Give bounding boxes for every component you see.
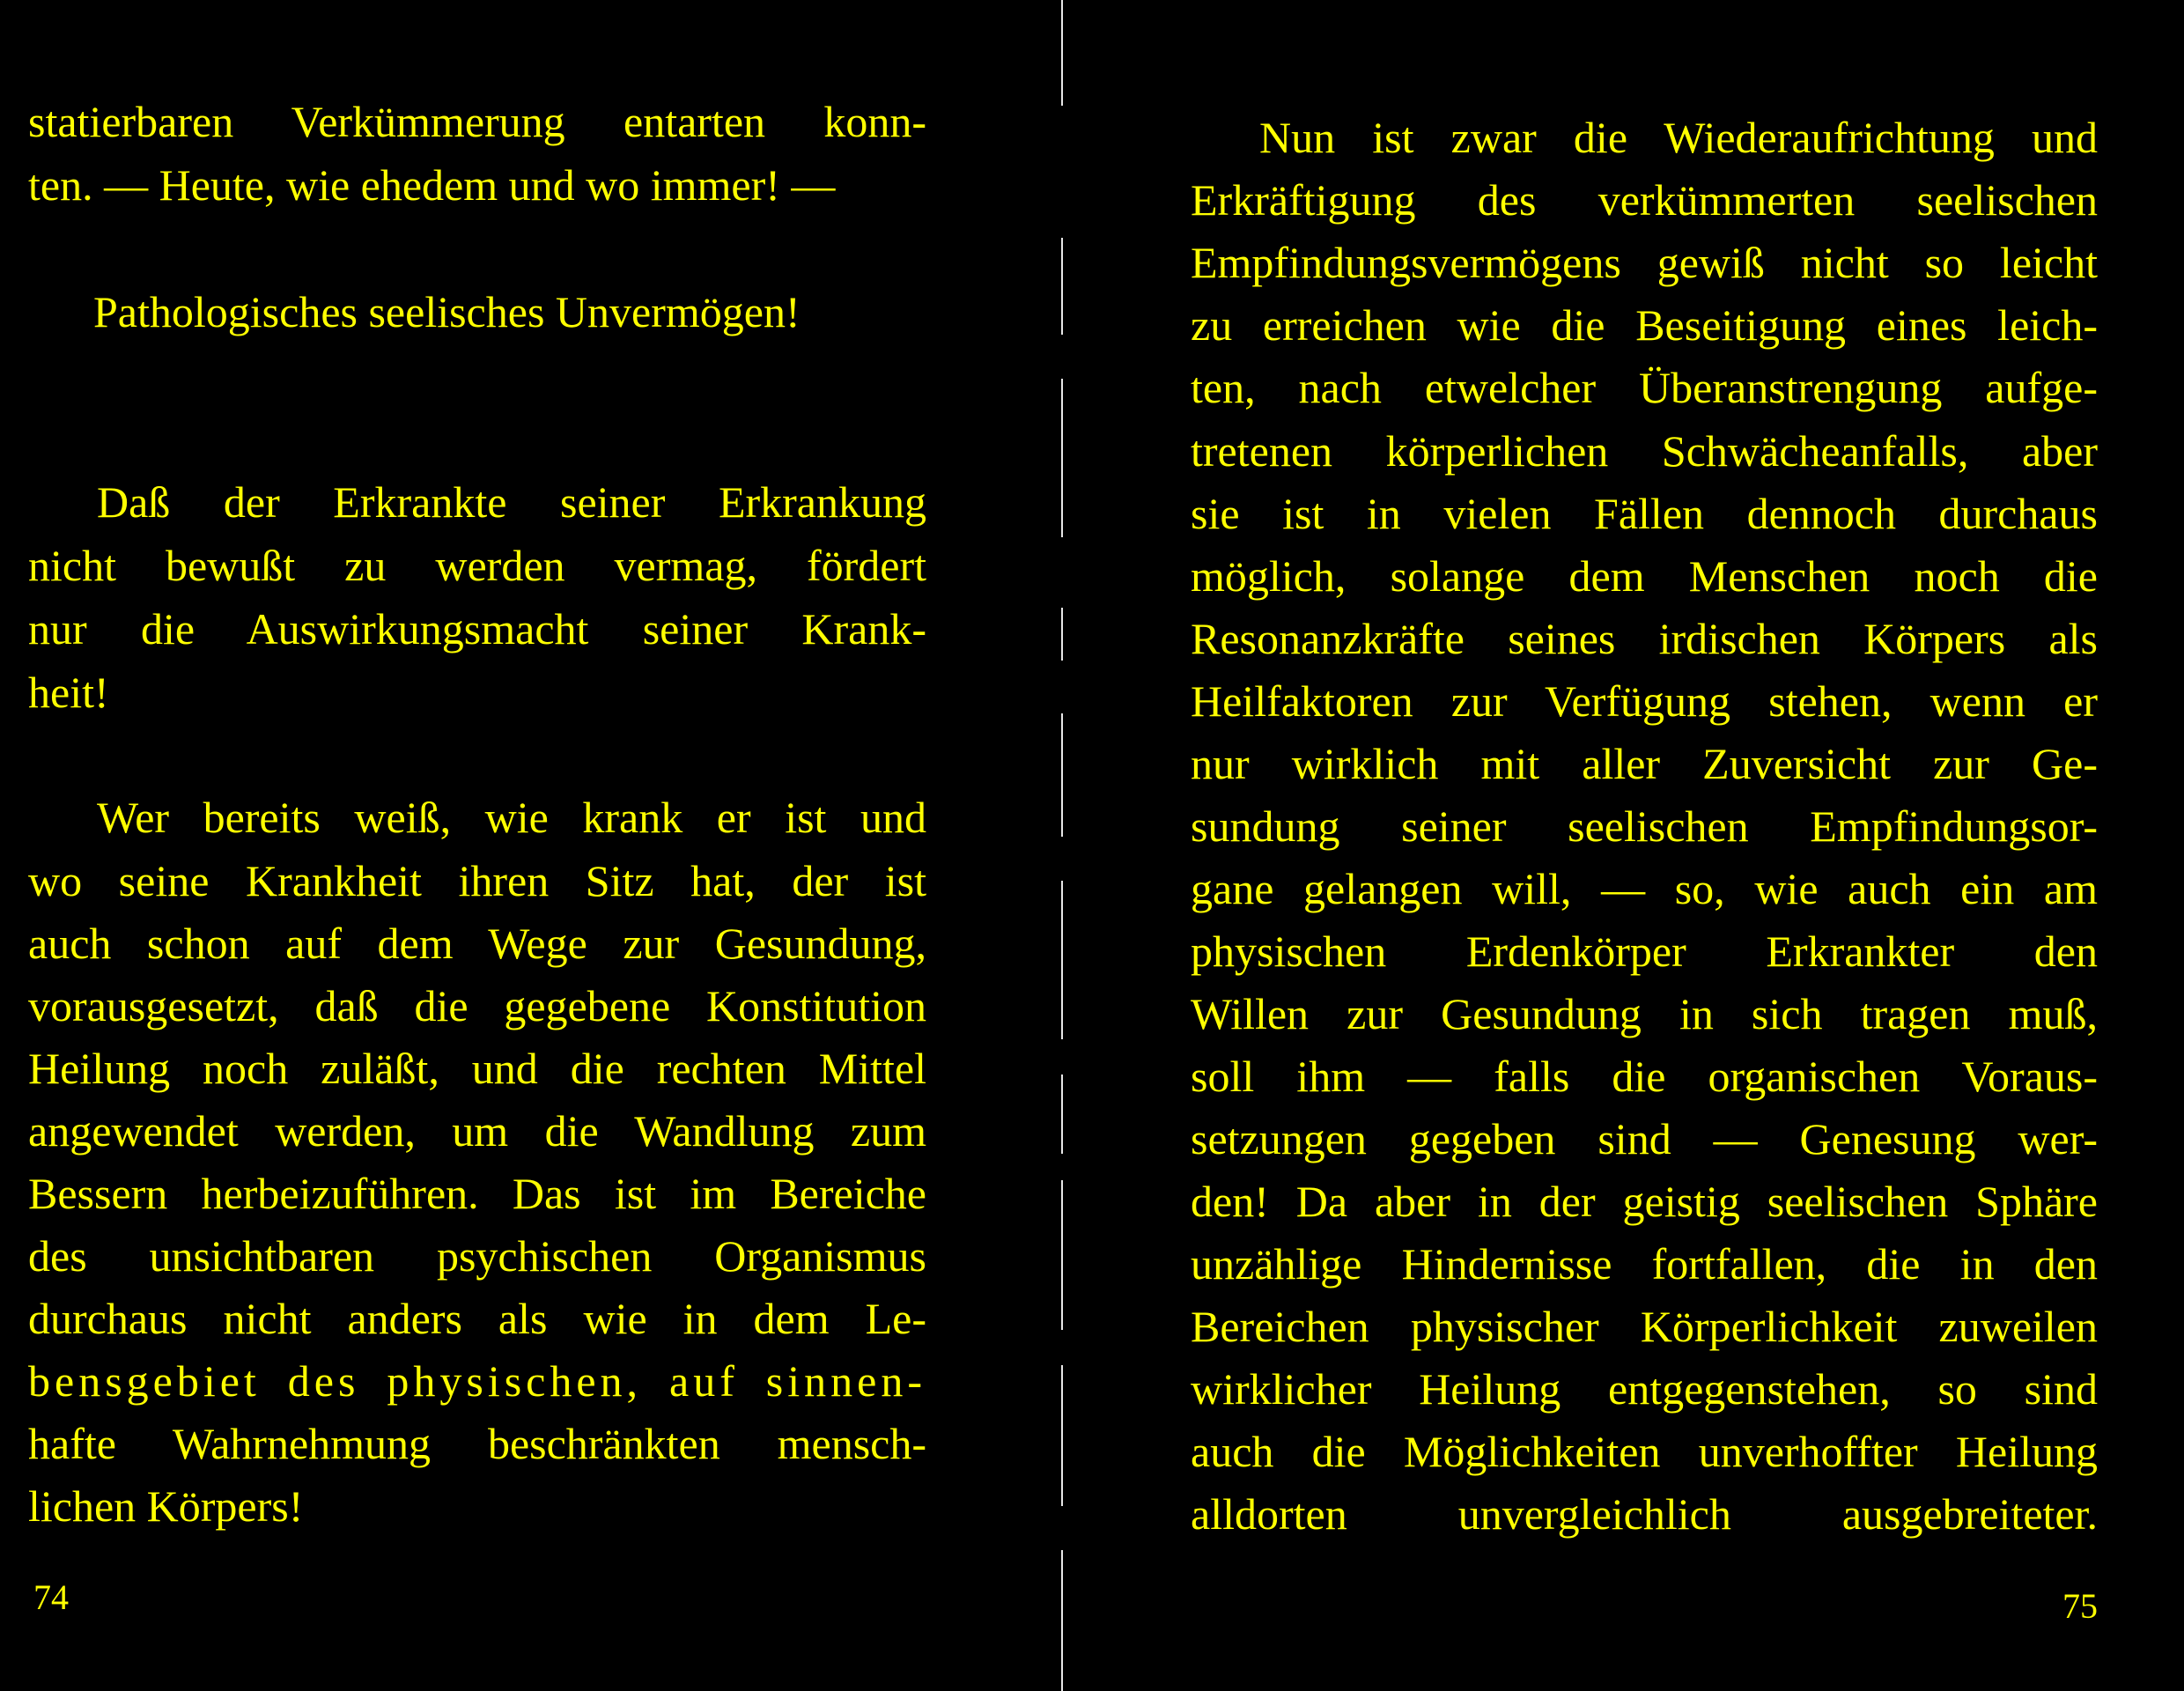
gutter-line-segment — [1061, 379, 1063, 537]
gutter-line-segment — [1061, 0, 1063, 106]
gutter-line-segment — [1061, 608, 1063, 661]
gutter-line-segment — [1061, 713, 1063, 837]
page-number: 75 — [2062, 1586, 2098, 1626]
text-line: durchaus nicht anders als wie in dem Le- — [28, 1294, 926, 1343]
text-line: Wer bereits weiß, wie krank er ist und — [97, 793, 926, 842]
text-line: Resonanzkräfte seines irdischen Körpers als — [1191, 614, 2098, 663]
text-line: auch die Möglichkeiten unverhoffter Heilung — [1191, 1427, 2098, 1476]
gutter-line-segment — [1061, 238, 1063, 335]
text-line: sundung seiner seelischen Empfindungsor- — [1191, 801, 2098, 851]
text-line: ten, nach etwelcher Überanstrengung aufge- — [1191, 363, 2098, 412]
text-line: nur wirklich mit aller Zuversicht zur Ge- — [1191, 739, 2098, 788]
book-gutter — [1057, 0, 1069, 1691]
text-line: wirklicher Heilung entgegenstehen, so sind — [1191, 1364, 2098, 1414]
text-line: zu erreichen wie die Beseitigung eines leich- — [1191, 300, 2098, 350]
text-line: setzungen gegeben sind — Genesung wer- — [1191, 1114, 2098, 1163]
text-line: alldorten unvergleichlich ausgebreiteter. — [1191, 1489, 2098, 1539]
gutter-line-segment — [1061, 1180, 1063, 1330]
text-line: Daß der Erkrankte seiner Erkrankung — [97, 477, 926, 527]
text-line: heit! — [28, 668, 109, 717]
text-line: vorausgesetzt, daß die gegebene Konstitution — [28, 981, 926, 1030]
text-line: des unsichtbaren psychischen Organismus — [28, 1231, 926, 1281]
text-line: soll ihm — falls die organischen Voraus- — [1191, 1052, 2098, 1101]
text-line: ten. — Heute, wie ehedem und wo immer! — — [28, 160, 836, 210]
text-line: Erkräftigung des verkümmerten seelischen — [1191, 175, 2098, 225]
text-line: Willen zur Gesundung in sich tragen muß, — [1191, 989, 2098, 1038]
text-line: nur die Auswirkungsmacht seiner Krank- — [28, 604, 926, 654]
text-line: gane gelangen will, — so, wie auch ein am — [1191, 864, 2098, 913]
text-line: angewendet werden, um die Wandlung zum — [28, 1106, 926, 1156]
section-heading: Pathologisches seelisches Unvermögen! — [93, 287, 801, 336]
text-line: Empfindungsvermögens gewiß nicht so leicht — [1191, 238, 2098, 287]
text-line: tretenen körperlichen Schwächeanfalls, aber — [1191, 426, 2098, 476]
text-line: unzählige Hindernisse fortfallen, die in den — [1191, 1239, 2098, 1289]
gutter-line-segment — [1061, 1365, 1063, 1506]
left-page — [28, 0, 926, 1691]
text-line: hafte Wahrnehmung beschränkten mensch- — [28, 1419, 926, 1468]
gutter-line-segment — [1061, 881, 1063, 1039]
page-number: 74 — [33, 1577, 69, 1617]
text-line: Heilfaktoren zur Verfügung stehen, wenn er — [1191, 676, 2098, 726]
right-page — [1191, 0, 2098, 1691]
text-line: physischen Erdenkörper Erkrankter den — [1191, 927, 2098, 976]
gutter-line-segment — [1061, 1074, 1063, 1154]
text-line: Heilung noch zuläßt, und die rechten Mittel — [28, 1044, 926, 1093]
text-line: lichen Körpers! — [28, 1481, 304, 1531]
text-line: auch schon auf dem Wege zur Gesundung, — [28, 919, 926, 968]
text-line: den! Da aber in der geistig seelischen Sphäre — [1191, 1177, 2098, 1226]
text-line: möglich, solange dem Menschen noch die — [1191, 551, 2098, 601]
text-line: Bessern herbeizuführen. Das ist im Bereiche — [28, 1169, 926, 1218]
text-line: Nun ist zwar die Wiederaufrichtung und — [1259, 113, 2098, 162]
text-line: statierbaren Verkümmerung entarten konn- — [28, 97, 926, 146]
text-line: sie ist in vielen Fällen dennoch durchaus — [1191, 489, 2098, 538]
text-line: nicht bewußt zu werden vermag, fördert — [28, 541, 926, 590]
text-line: bensgebiet des physischen, auf sinnen- — [28, 1356, 926, 1406]
text-line: wo seine Krankheit ihren Sitz hat, der ist — [28, 856, 926, 905]
gutter-line-segment — [1061, 1550, 1063, 1691]
text-line: Bereichen physischer Körperlichkeit zuweilen — [1191, 1302, 2098, 1351]
